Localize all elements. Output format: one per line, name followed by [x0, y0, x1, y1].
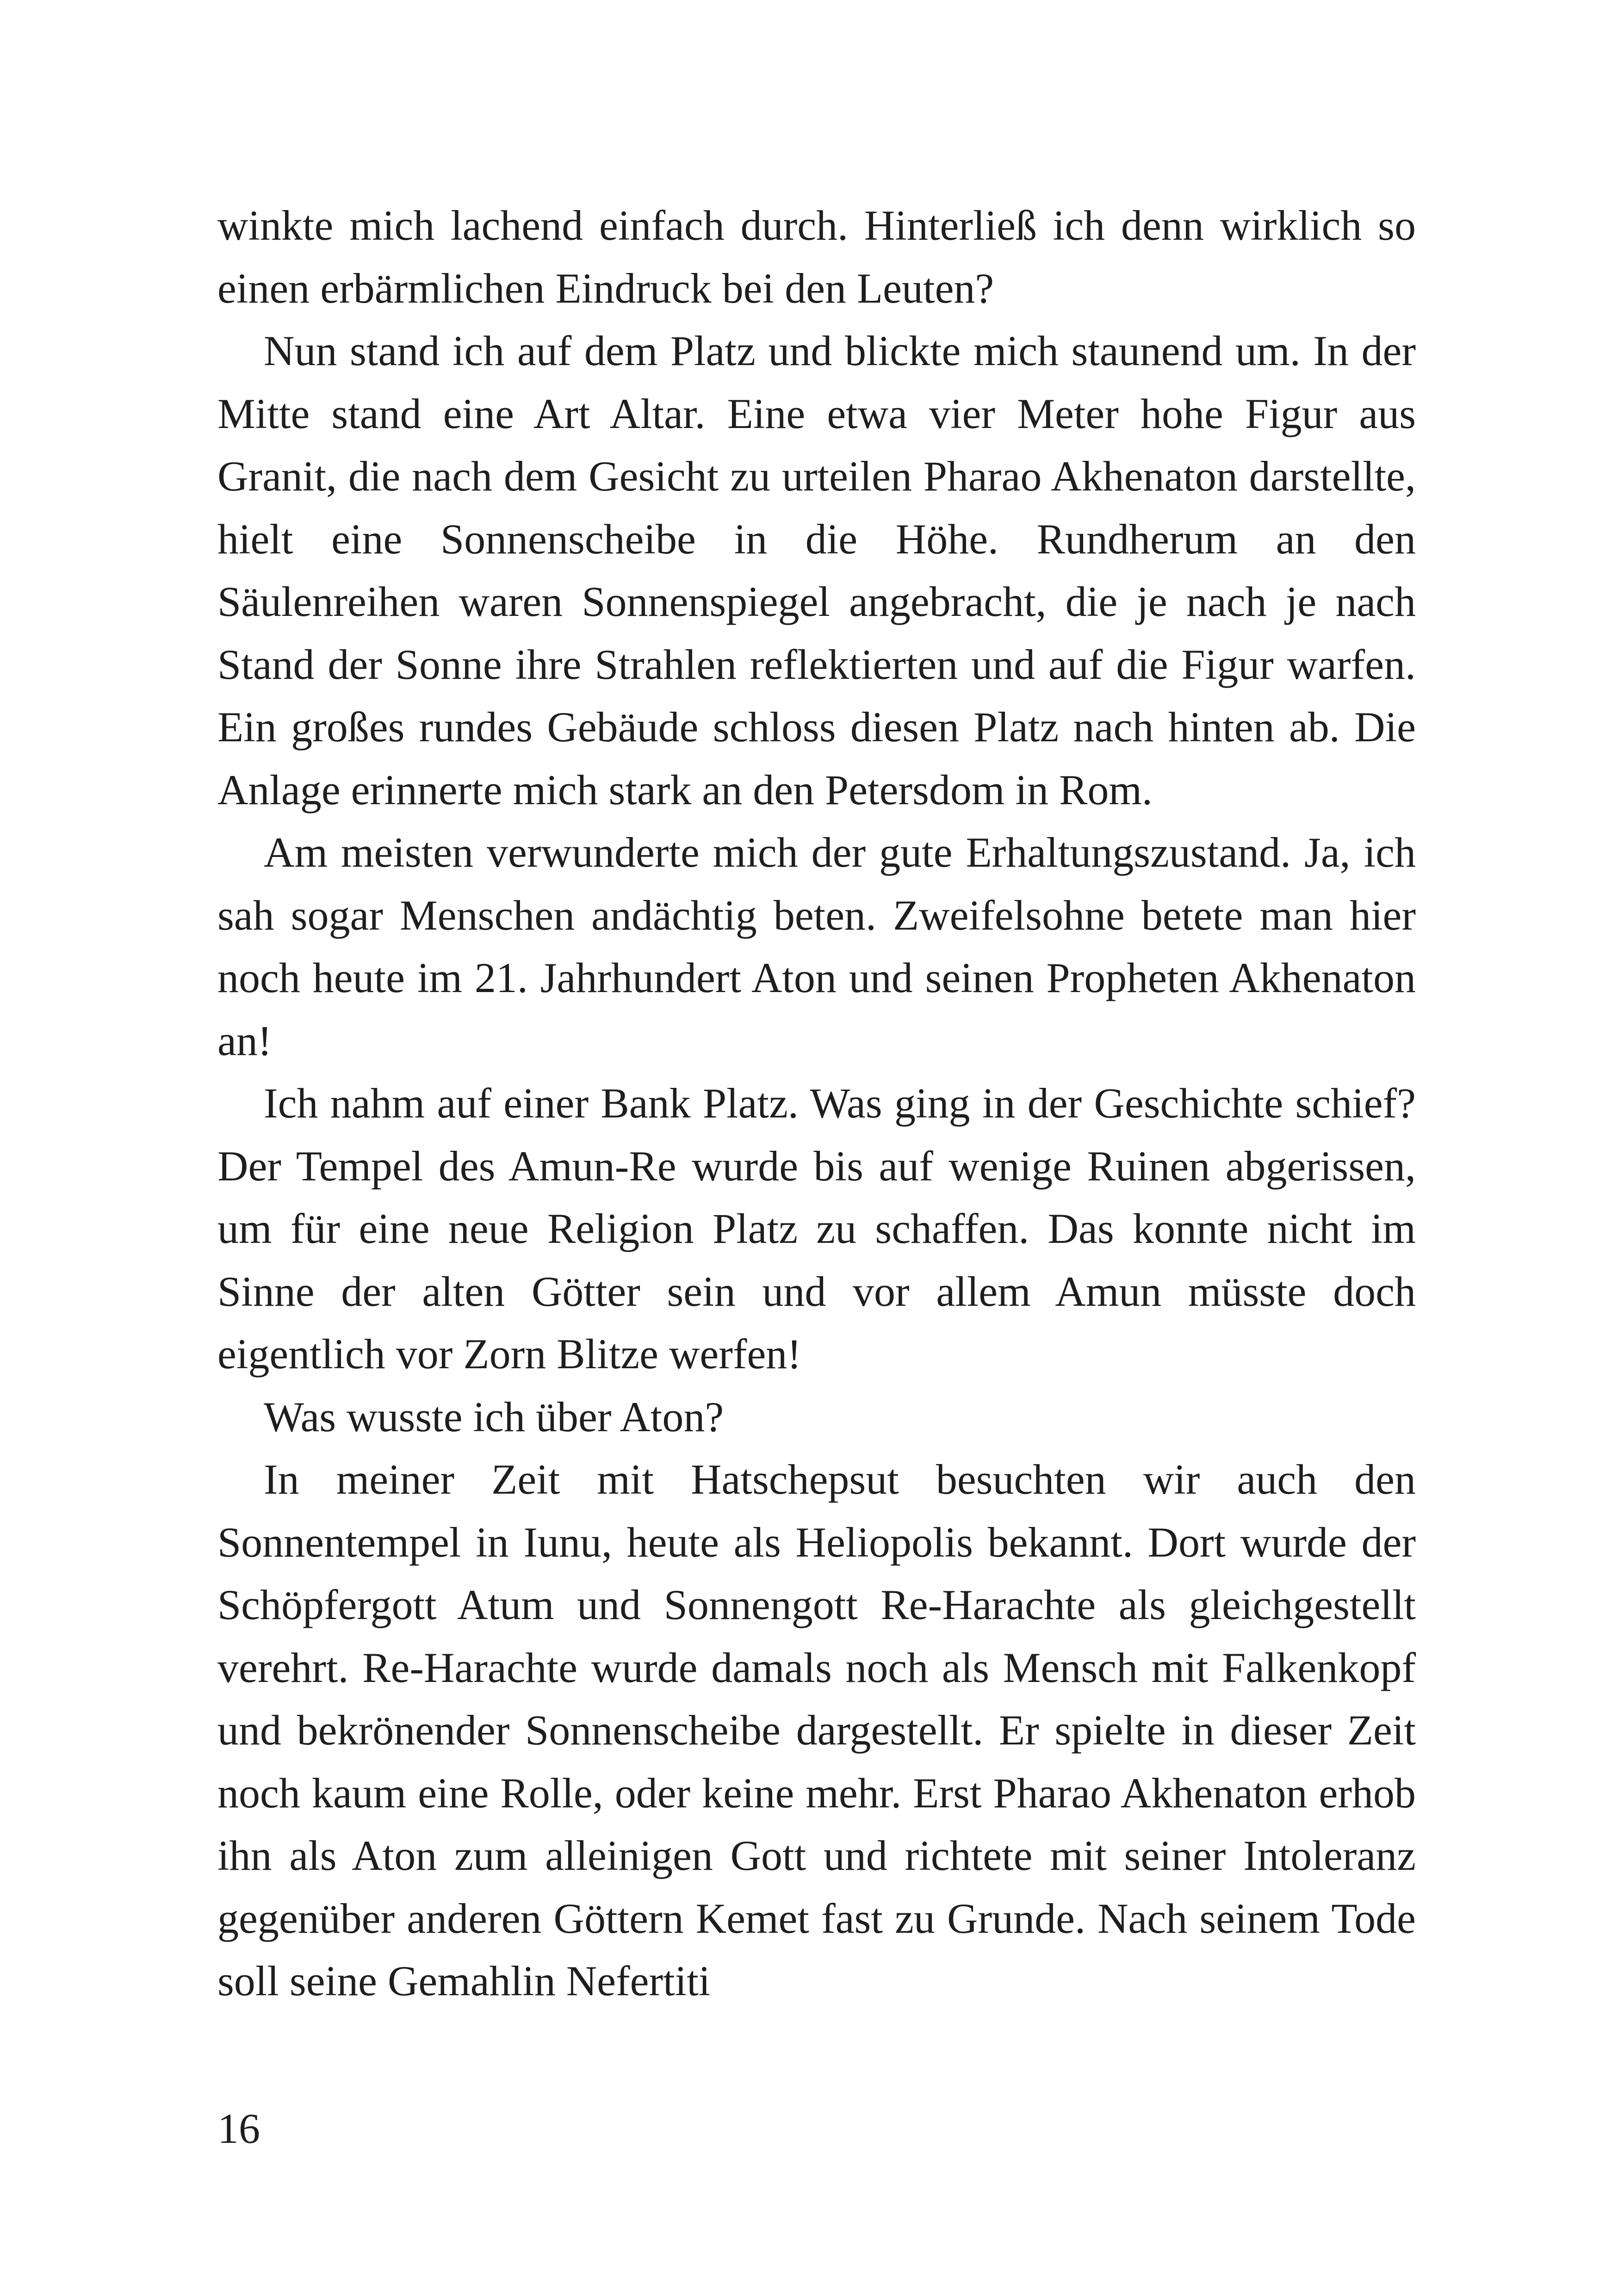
- paragraph-3: Am meisten verwunderte mich der gute Erhaltungszustand. Ja, ich sah sogar Menschen andächtig beten. Zweifelsohne betete man hier noch heute im 21. Jahrhundert Aton und seinen Propheten Akhenaton an!: [217, 829, 1416, 1064]
- paragraph-5: Was wusste ich über Aton?: [264, 1393, 724, 1440]
- paragraph-2: Nun stand ich auf dem Platz und blickte mich staunend um. In der Mitte stand eine Art Altar. Eine etwa vier Meter hohe Figur aus Granit, die nach dem Gesicht zu urteilen Pharao Akhenaton darstellte, hielt eine Sonnenscheibe in die Höhe. Rundherum an den Säulenreihen waren Sonnenspiegel angebracht, die je nach je nach Stand der Sonne ihre Strahlen reflektierten und auf die Figur warfen. Ein großes rundes Gebäude schloss diesen Platz nach hinten ab. Die Anlage erinnerte mich stark an den Petersdom in Rom.: [217, 327, 1416, 813]
- paragraph-4: Ich nahm auf einer Bank Platz. Was ging in der Geschichte schief? Der Tempel des Amun-Re wurde bis auf wenige Ruinen abgerissen, um für eine neue Religion Platz zu schaffen. Das konnte nicht im Sinne der alten Götter sein und vor allem Amun müsste doch eigentlich vor Zorn Blitze werfen!: [217, 1080, 1416, 1378]
- body-text: [217, 194, 1416, 2013]
- page-number: 16: [217, 2105, 260, 2152]
- paragraph-1: winkte mich lachend einfach durch. Hinterließ ich denn wirklich so einen erbärmlichen Eindruck bei den Leuten?: [217, 202, 1416, 312]
- paragraph-6: In meiner Zeit mit Hatschepsut besuchten wir auch den Sonnentempel in Iunu, heute als Heliopolis bekannt. Dort wurde der Schöpfergott Atum und Sonnengott Re-Harachte als gleichgestellt verehrt. Re-Harachte wurde damals noch als Mensch mit Falkenkopf und bekrönender Sonnenscheibe dargestellt. Er spielte in dieser Zeit noch kaum eine Rolle, oder keine mehr. Erst Pharao Akhenaton erhob ihn als Aton zum alleinigen Gott und richtete mit seiner Intoleranz gegenüber anderen Göttern Kemet fast zu Grunde. Nach seinem Tode soll seine Gemahlin Nefertiti: [217, 1456, 1416, 2004]
